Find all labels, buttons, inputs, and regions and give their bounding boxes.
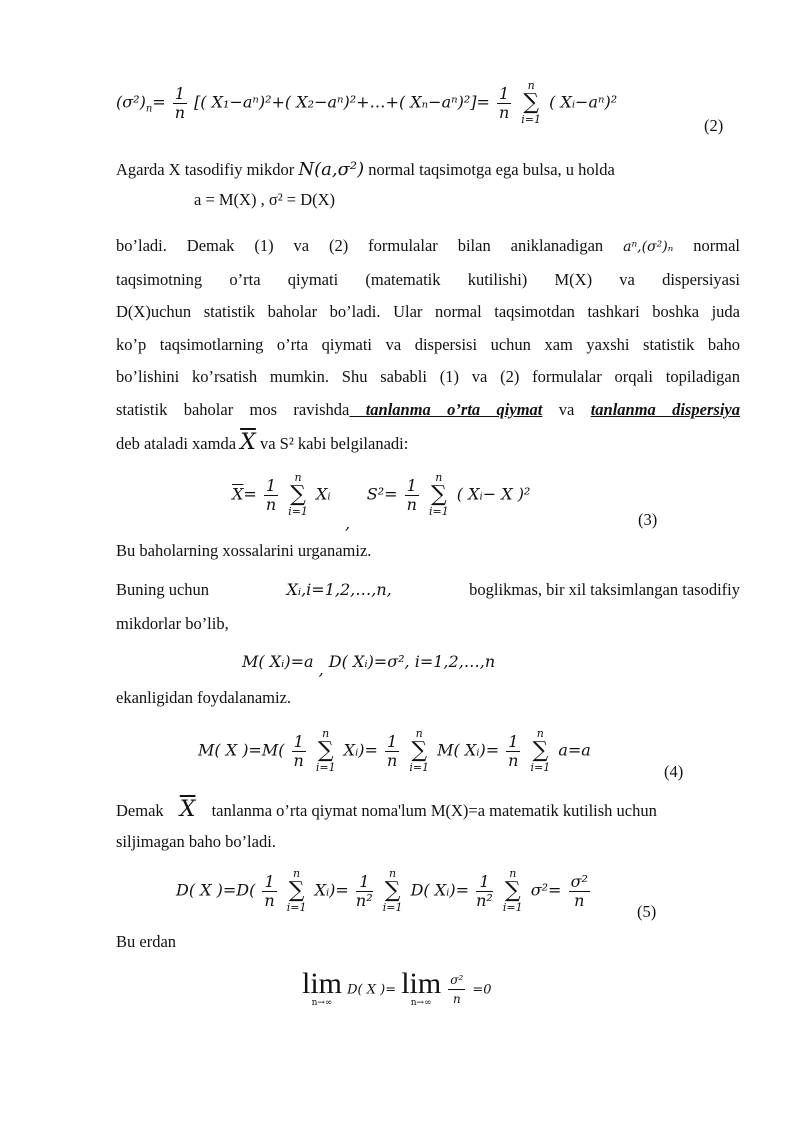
text-mikdorlar: mikdorlar bo’lib, xyxy=(116,614,229,633)
text-bu-baholarning: Bu baholarning xossalarini urganamiz. xyxy=(116,541,372,560)
paragraph-main: bo’ladi. Demak (1) va (2) formulalar bilan aniklanadigan aⁿ,(σ²)ₙ normal taqsimotning o’rta qiymati (matematik kutilishi) M(X) va dispersiyasi D(X)uchun statistik baholar bo’ladi. Ular normal taqsimotdan tashkari boshka juda ko’p taqsimotlarning o’rta qiymati va dispersisi uchun xam yaxshi statistik baho bo’lishini ko’rsatish mumkin. Shu sababli (1) va (2) formulalar orqali topiladigan statistik baholar mos ravishda tanlanma o’rta qiymat va tanlanma dispersiya deb ataladi xamda $\overline{X}$ va S² kabi belgilanadi: xyxy=(116,236,741,455)
equation-3-comma: , xyxy=(345,514,351,533)
equation-m-d: M( Xᵢ)=a , D( Xᵢ)=σ², i=1,2,…,n xyxy=(242,652,496,679)
text-demak: Demak $\overline{X}$ tanlanma o’rta qiymat noma'lum M(X)=a matematik kutilish uchun xyxy=(116,797,657,822)
equation-2: $(\sigma^2)_n=$ $\frac{1}{n}$ [( X₁−aⁿ)²+( X₂−aⁿ)²+…+( Xₙ−aⁿ)²]= $\frac{1}{n}$ n ∑ i=1 ( Xᵢ−aⁿ)² xyxy=(116,79,618,126)
text-agarda: Agarda X tasodifiy mikdor N(a,σ²) normal taqsimotga ega bulsa, u holda xyxy=(116,159,615,180)
text-bu-erdan: Bu erdan xyxy=(116,932,177,951)
text-buning-uchun: Buning uchun Xᵢ,i=1,2,…,n, boglikmas, bir xil taksimlangan tasodifiy xyxy=(116,580,740,599)
equation-5: D( X )=D( $\frac{1}{n}$ n ∑ i=1 Xᵢ)= $\frac{1}{\text{n²}}$ n ∑ i=1 D( Xᵢ)= $\frac{1}{\text{n²}}$ n ∑ i=1 σ²= $\frac{\text{σ²}}{n}$ xyxy=(176,867,588,914)
formula-normal: N(a,σ²) xyxy=(298,159,365,180)
text-ekanligidan: ekanligidan foydalanamiz. xyxy=(116,688,292,707)
equation-limit: lim n→∞ D( X )= lim n→∞ $\frac{\text{σ²}}{n}$ =0 xyxy=(302,967,492,1008)
text-siljimagan: siljimagan baho bo’ladi. xyxy=(116,832,276,851)
equation-4: M( X )=M( $\frac{1}{n}$ n ∑ i=1 Xᵢ)= $\frac{1}{n}$ n ∑ i=1 M( Xᵢ)= $\frac{1}{n}$ n ∑ i=1 a=a xyxy=(198,727,591,774)
equation-5-number: (5) xyxy=(637,902,657,921)
equation-3: $\overline{X}=$ $\frac{1}{n}$ n ∑ i=1 Xᵢ S²= $\frac{1}{n}$ n ∑ i=1 ( Xᵢ− X )² xyxy=(232,471,531,518)
term-tanlanma-orta-qiymat: tanlanma o’rta qiymat xyxy=(349,399,543,419)
term-tanlanma-dispersiya: tanlanma dispersiya xyxy=(590,399,741,419)
equation-3-number: (3) xyxy=(638,510,658,529)
equation-2-number: (2) xyxy=(704,116,724,135)
text-a-sigma: a = M(X) , σ² = D(X) xyxy=(194,190,336,209)
equation-4-number: (4) xyxy=(664,762,684,781)
